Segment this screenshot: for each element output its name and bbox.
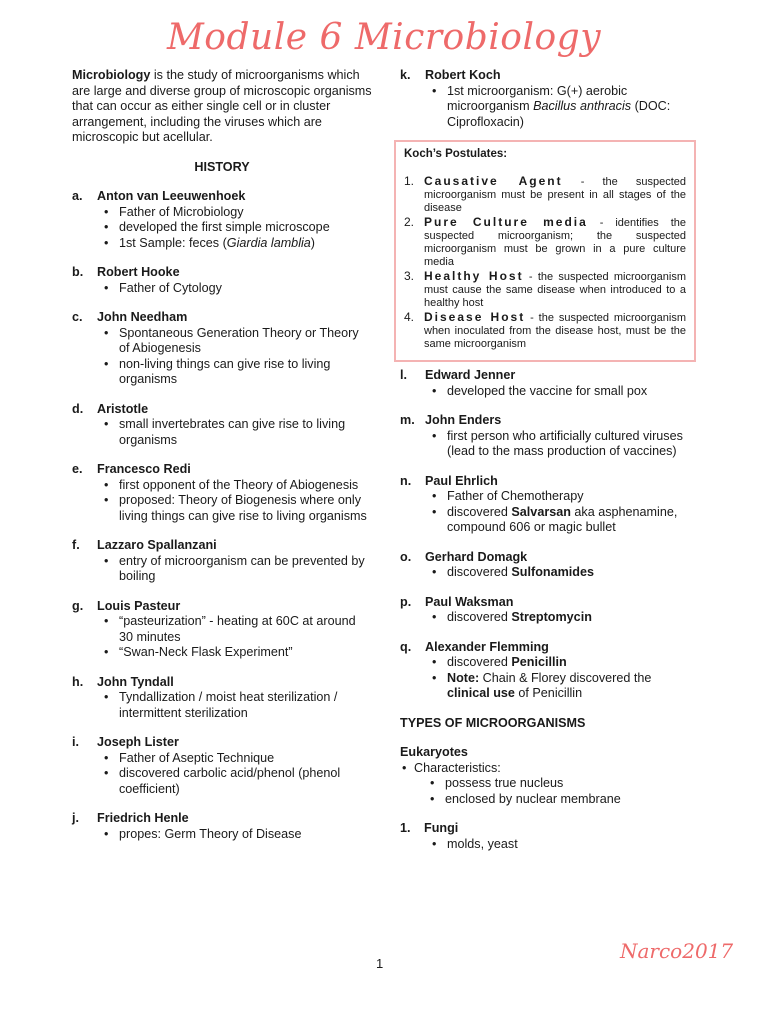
bullet-item (400, 384, 690, 400)
scientist-heading (400, 550, 690, 566)
scientist-heading (72, 599, 372, 615)
scientist-letter: n. (400, 473, 412, 488)
scientist-heading (400, 640, 690, 656)
scientist-letter: b. (72, 265, 84, 279)
bullet-text: entry of microorganism can be prevented by boiling (119, 553, 365, 583)
scientist-heading (72, 735, 372, 751)
scientist-heading (72, 265, 372, 281)
postulate-number: 4. (404, 310, 415, 324)
fungi-name: Fungi (424, 821, 459, 835)
scientist-bullets (400, 655, 690, 702)
right-column (400, 68, 690, 852)
scientist-name: Joseph Lister (97, 735, 179, 749)
bullet-item (72, 645, 372, 661)
fungi-list (400, 837, 690, 853)
koch-postulates-list (404, 175, 686, 351)
postulate-text: - the suspected microorganism when inoculated from the disease host, must be the same microorganism (424, 312, 687, 350)
scientist-bullets (400, 565, 690, 581)
page-number: 1 (376, 956, 384, 971)
intro-text: is the study of microorganisms which are large and diverse group of microscopic organisms that can occur as either single cell or in cluster arrangement, including the viruses which are microscopic but acellular. (72, 68, 372, 144)
bullet-text: Tyndallization / moist heat sterilization / intermittent sterilization (119, 690, 338, 720)
bullet-text: Father of Aseptic Technique (119, 750, 275, 765)
scientist-bullets (400, 489, 690, 536)
scientist-letter: j. (72, 811, 79, 825)
bullet-item (72, 766, 372, 797)
bullet-text: Giardia lamblia (226, 235, 311, 250)
koch-postulate-item (404, 216, 686, 269)
signature: Narco2017 (620, 939, 734, 963)
bullet-text: Sulfonamides (511, 565, 594, 579)
bullet-text: 1st Sample: feces ( (119, 235, 227, 250)
bullet-text: discovered (447, 504, 512, 519)
bullet-text: developed the first simple microscope (119, 220, 330, 234)
scientist-name: Alexander Flemming (425, 639, 549, 654)
characteristic-item: • enclosed by nuclear membrane (400, 792, 690, 808)
scientist-name: Edward Jenner (425, 368, 516, 382)
scientist-entry (400, 413, 690, 460)
scientist-entry (72, 599, 372, 661)
scientist-name: John Enders (425, 413, 502, 427)
scientist-bullets (72, 690, 372, 721)
postulate-term: Pure Culture media (424, 215, 588, 229)
scientist-letter: i. (72, 735, 79, 749)
characteristics-list (400, 776, 690, 807)
bullet-text: 1st microorganism: G(+) aerobic microorganism (447, 83, 628, 113)
scientist-bullets (400, 384, 690, 400)
scientist-bullets (72, 827, 372, 843)
scientist-entry (72, 675, 372, 722)
bullet-text: clinical use (447, 686, 515, 700)
scientist-heading (72, 189, 372, 205)
bullet-text: Chain & Florey discovered the (479, 670, 652, 685)
scientist-name: Gerhard Domagk (425, 549, 528, 564)
bullet-text: propes: Germ Theory of Disease (119, 826, 302, 841)
eukaryotes-list (400, 761, 690, 777)
types-heading: TYPES OF MICROORGANISMS (400, 715, 586, 730)
scientist-entry (400, 474, 690, 536)
scientist-name: Robert Hooke (97, 265, 180, 279)
scientist-letter: f. (72, 538, 80, 552)
scientist-heading (400, 68, 690, 84)
bullet-item (72, 326, 372, 357)
scientist-heading (400, 368, 690, 384)
scientist-heading (72, 675, 372, 691)
history-list-right (400, 368, 690, 702)
scientist-letter: c. (72, 310, 83, 324)
scientist-name: John Tyndall (97, 674, 174, 689)
scientist-heading (72, 310, 372, 326)
bullet-item (72, 417, 372, 448)
scientist-entry (400, 640, 690, 702)
bullet-item (400, 671, 690, 702)
scientist-entry (72, 265, 372, 296)
bullet-item (400, 84, 690, 131)
scientist-bullets (400, 429, 690, 460)
bullet-item (400, 655, 690, 671)
scientist-letter: g. (72, 598, 84, 613)
scientist-bullets (72, 417, 372, 448)
koch-postulates-box (394, 140, 696, 362)
bullet-text: Father of Cytology (119, 280, 222, 295)
scientist-name: Anton van Leeuwenhoek (97, 189, 246, 203)
scientist-heading (72, 462, 372, 478)
scientist-entry (400, 68, 690, 130)
bullet-text: discovered (447, 565, 512, 579)
scientist-letter: l. (400, 368, 407, 382)
scientist-letter: o. (400, 549, 412, 564)
bullet-item (400, 610, 690, 626)
scientist-bullets (72, 281, 372, 297)
postulate-number: 2. (404, 215, 415, 229)
scientist-entry (400, 550, 690, 581)
scientist-heading (72, 811, 372, 827)
scientist-bullets (72, 614, 372, 661)
postulate-number: 3. (404, 269, 415, 283)
scientist-bullets (72, 554, 372, 585)
bullet-item (72, 751, 372, 767)
bullet-item (72, 357, 372, 388)
scientist-bullets (72, 751, 372, 798)
scientist-bullets (400, 84, 690, 131)
scientist-entry (72, 310, 372, 388)
scientist-name: Robert Koch (425, 68, 501, 82)
scientist-heading (72, 402, 372, 418)
bullet-text: discovered (447, 610, 512, 624)
fungi-bullet: • molds, yeast (400, 837, 690, 853)
bullet-item (72, 827, 372, 843)
bullet-text: “pasteurization” - heating at 60C at around 30 minutes (119, 614, 356, 644)
scientist-letter: k. (400, 68, 411, 82)
bullet-item (72, 614, 372, 645)
bullet-text: (DOC: Ciprofloxacin) (447, 99, 671, 129)
bullet-item (72, 236, 372, 252)
bullet-text: developed the vaccine for small pox (447, 383, 648, 398)
eukaryotes-heading: Eukaryotes (400, 745, 468, 759)
postulate-number: 1. (404, 174, 415, 188)
scientist-name: Aristotle (97, 401, 149, 416)
history-list-left (72, 189, 372, 842)
koch-postulate-item (404, 270, 686, 310)
robert-koch-entry (400, 68, 690, 130)
postulate-term: Disease Host (424, 310, 526, 324)
scientist-heading (400, 413, 690, 429)
intro-term: Microbiology (72, 68, 151, 82)
scientist-name: Francesco Redi (97, 462, 191, 476)
scientist-letter: a. (72, 189, 83, 203)
scientist-heading (400, 595, 690, 611)
bullet-text: proposed: Theory of Biogenesis where only living things can give rise to living organisms (119, 493, 367, 523)
scientist-letter: m. (400, 413, 415, 427)
bullet-item (72, 493, 372, 524)
scientist-entry (72, 189, 372, 251)
scientist-entry (72, 538, 372, 585)
scientist-name: Lazzaro Spallanzani (97, 538, 217, 552)
bullet-item (400, 565, 690, 581)
bullet-item (72, 281, 372, 297)
bullet-item (72, 478, 372, 494)
postulate-term: Causative Agent (424, 174, 563, 188)
bullet-text: non-living things can give rise to living organisms (119, 356, 331, 386)
bullet-item (72, 205, 372, 221)
scientist-entry (72, 735, 372, 797)
scientist-letter: p. (400, 594, 412, 609)
bullet-text: Note: (447, 670, 480, 685)
scientist-bullets (72, 205, 372, 252)
postulate-text: - the suspected microorganism must be present in all stages of the disease (424, 176, 686, 214)
bullet-item (400, 489, 690, 505)
scientist-bullets (72, 478, 372, 525)
bullet-text: ) (310, 235, 315, 250)
left-column (72, 68, 372, 856)
koch-postulate-item (404, 175, 686, 215)
scientist-letter: e. (72, 462, 83, 476)
bullet-text: Bacillus anthracis (533, 99, 632, 113)
bullet-text: aka asphenamine, compound 606 or magic bullet (447, 504, 678, 534)
scientist-letter: h. (72, 674, 84, 689)
characteristics-label: • Characteristics: (400, 761, 690, 777)
bullet-item (400, 505, 690, 536)
scientist-letter: q. (400, 639, 412, 654)
scientist-letter: d. (72, 401, 84, 416)
koch-postulates-title: Koch’s Postulates: (404, 148, 508, 160)
scientist-bullets (400, 610, 690, 626)
fungi-number: 1. (400, 821, 411, 835)
bullet-text: “Swan-Neck Flask Experiment” (119, 645, 293, 659)
scientist-bullets (72, 326, 372, 388)
scientist-entry (72, 402, 372, 449)
scientist-name: John Needham (97, 310, 188, 324)
scientist-entry (400, 368, 690, 399)
postulate-term: Healthy Host (424, 269, 524, 283)
bullet-text: Penicillin (511, 655, 567, 669)
scientist-name: Paul Waksman (425, 594, 514, 609)
characteristic-item: • possess true nucleus (400, 776, 690, 792)
scientist-entry (72, 462, 372, 524)
bullet-text: discovered carbolic acid/phenol (phenol coefficient) (119, 766, 341, 796)
bullet-text: small invertebrates can give rise to living organisms (119, 417, 346, 447)
scientist-entry (72, 811, 372, 842)
koch-postulate-item (404, 311, 686, 351)
postulate-text: - identifies the suspected microorganism; the suspected microorganism must be grown in a pure culture media (424, 217, 686, 268)
bullet-text: discovered (447, 655, 512, 669)
bullet-item (72, 220, 372, 236)
scientist-entry (400, 595, 690, 626)
postulate-text: - the suspected microorganism must cause the same disease when introduced to a healthy host (424, 271, 686, 309)
bullet-item (72, 690, 372, 721)
bullet-text: Father of Chemotherapy (447, 489, 584, 503)
scientist-heading (400, 474, 690, 490)
scientist-name: Paul Ehrlich (425, 473, 498, 488)
bullet-text: of Penicillin (514, 686, 583, 700)
bullet-text: Father of Microbiology (119, 204, 244, 219)
scientist-heading (72, 538, 372, 554)
bullet-text: Spontaneous Generation Theory or Theory of Abiogenesis (119, 325, 359, 355)
intro-paragraph (72, 68, 372, 146)
page-title: Module 6 Microbiology (166, 17, 602, 58)
bullet-item (72, 554, 372, 585)
bullet-item (400, 429, 690, 460)
bullet-text: Streptomycin (511, 610, 592, 624)
scientist-name: Louis Pasteur (97, 598, 181, 613)
bullet-text: Salvarsan (511, 504, 571, 519)
fungi-heading (400, 821, 690, 837)
bullet-text: first opponent of the Theory of Abiogenesis (119, 477, 359, 492)
bullet-text: first person who artificially cultured viruses (lead to the mass production of vaccines) (447, 428, 683, 458)
history-heading: HISTORY (194, 159, 250, 174)
scientist-name: Friedrich Henle (97, 811, 189, 825)
